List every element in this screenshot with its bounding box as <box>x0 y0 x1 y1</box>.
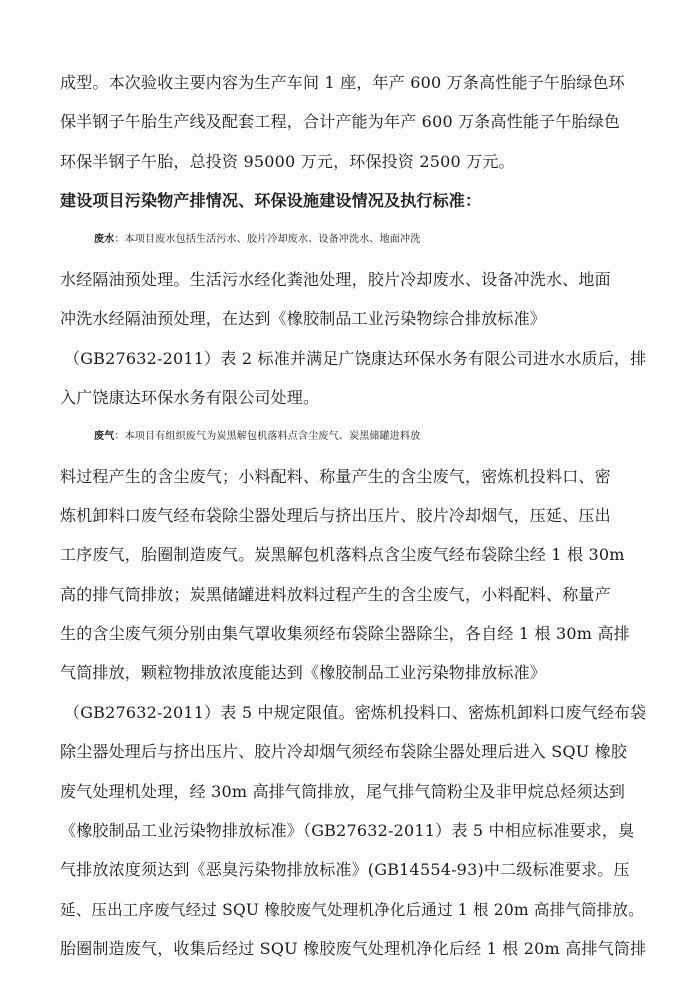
paragraph-line: 冲洗水经隔油预处理，在达到《橡胶制品工业污染物综合排放标准》 <box>60 309 547 328</box>
wastewater-first-line <box>94 229 679 251</box>
paragraph-line: 延、压出工序废气经过 SQU 橡胶废气处理机净化后通过 1 根 20m 高排气筒排放。 <box>60 901 644 919</box>
paragraph-line: 料过程产生的含尘废气；小料配料、称量产生的含尘废气，密炼机投料口、密 <box>60 467 611 486</box>
paragraph-line: 保半钢子午胎生产线及配套工程，合计产能为年产 600 万条高性能子午胎绿色 <box>60 112 621 131</box>
paragraph-line: 成型。本次验收主要内容为生产车间 1 座，年产 600 万条高性能子午胎绿色环 <box>60 73 625 92</box>
paragraph-line: 高的排气筒排放；炭黑储罐进料放料过程产生的含尘废气，小料配料、称量产 <box>60 585 611 604</box>
paragraph-line: 废气处理机处理，经 30m 高排气筒排放，尾气排气筒粉尘及非甲烷总烃须达到 <box>60 782 626 801</box>
waste-gas-line-text: ：本项目有组织废气为炭黑解包机落料点含尘废气、炭黑储罐进料放 <box>114 431 421 442</box>
paragraph-line: （GB27632-2011）表 5 中规定限值。密炼机投料口、密炼机卸料口废气经布袋 <box>64 703 647 722</box>
wastewater-lead: 废水 <box>94 234 115 245</box>
paragraph-line: 气筒排放，颗粒物排放浓度能达到《橡胶制品工业污染物排放标准》 <box>60 663 547 682</box>
paragraph-line: （GB27632-2011）表 2 标准并满足广饶康达环保水务有限公司进水水质后，排 <box>64 349 647 368</box>
paragraph-line: 入广饶康达环保水务有限公司处理。 <box>60 388 320 407</box>
wastewater-line-text: ：本项目废水包括生活污水、胶片冷却废水、设备冲洗水、地面冲洗 <box>114 234 421 245</box>
waste-gas-lead: 废气 <box>94 431 115 442</box>
waste-gas-first-line <box>94 426 679 448</box>
paragraph-line: 水经隔油预处理。生活污水经化粪池处理，胶片冷却废水、设备冲洗水、地面 <box>60 270 611 289</box>
paragraph-line: 《橡胶制品工业污染物排放标准》（GB27632-2011）表 5 中相应标准要求，臭 <box>60 821 635 840</box>
paragraph-line: 工序废气，胎圈制造废气。炭黑解包机落料点含尘废气经布袋除尘经 1 根 30m <box>60 545 625 564</box>
paragraph-line: 生的含尘废气须分别由集气罩收集须经布袋除尘器除尘，各自经 1 根 30m 高排 <box>60 624 630 643</box>
paragraph-line: 气排放浓度须达到《恶臭污染物排放标准》(GB14554-93)中二级标准要求。压 <box>60 860 630 879</box>
section-heading: 建设项目污染物产排情况、环保设施建设情况及执行标准： <box>60 191 482 210</box>
paragraph-line: 炼机卸料口废气经布袋除尘器处理后与挤出压片、胶片冷却烟气，压延、压出 <box>60 506 611 525</box>
paragraph-line: 环保半钢子午胎，总投资 95000 万元，环保投资 2500 万元。 <box>60 152 515 171</box>
paragraph-line: 胎圈制造废气，收集后经过 SQU 橡胶废气处理机净化后经 1 根 20m 高排气筒排 <box>60 939 647 958</box>
paragraph-line: 除尘器处理后与挤出压片、胶片冷却烟气须经布袋除尘器处理后进入 SQU 橡胶 <box>60 742 628 761</box>
